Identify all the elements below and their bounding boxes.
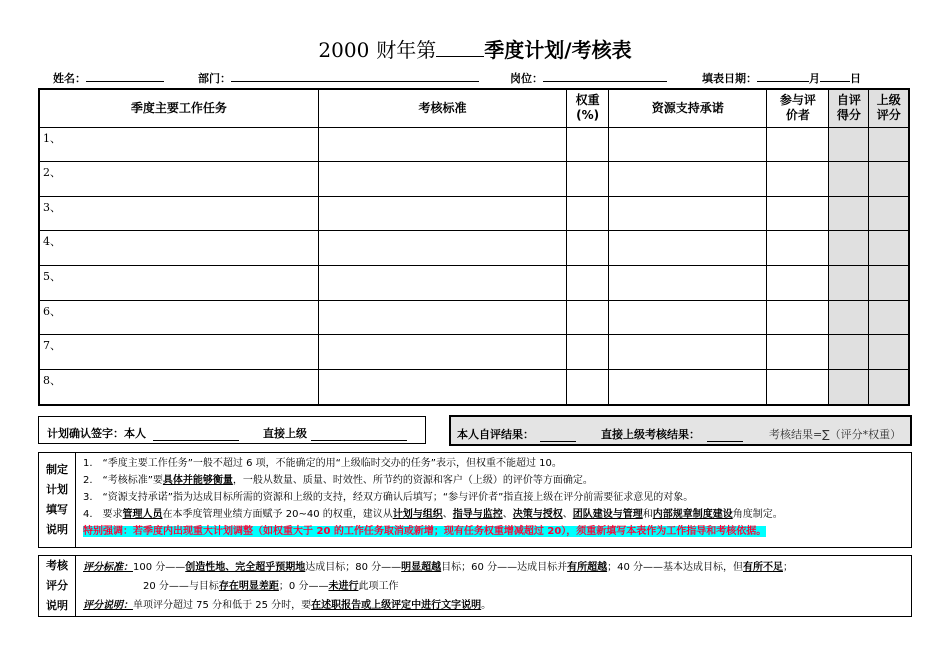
supervisor-score-cell[interactable] <box>869 127 909 162</box>
note-emphasis: 计划与组织 <box>392 509 443 520</box>
score-explanation <box>83 596 907 615</box>
evaluator-cell[interactable] <box>767 231 829 266</box>
evaluator-label-1: 参与评 <box>779 93 816 108</box>
score-text: 目标；60 分——达成目标并 <box>441 562 568 573</box>
instructions-body <box>83 455 907 540</box>
weight-cell[interactable] <box>567 300 609 335</box>
table-header-row <box>39 89 909 127</box>
table-row <box>39 335 909 370</box>
supervisor-score-cell[interactable] <box>869 266 909 301</box>
note-text: 和 <box>642 509 653 520</box>
supervisor-result-input[interactable] <box>707 430 743 442</box>
title-year: 2000 <box>318 38 370 62</box>
quarter-blank[interactable] <box>436 38 484 57</box>
score-emphasis: 有所不足 <box>742 562 783 573</box>
task-cell[interactable]: 1、 <box>39 127 318 162</box>
evaluator-label-2: 价者 <box>785 108 810 123</box>
standard-cell[interactable] <box>318 369 566 405</box>
title-fiscal: 财年第 <box>376 38 437 62</box>
standard-cell[interactable] <box>318 127 566 162</box>
note-3: 3. “资源支持承诺”指为达成目标所需的资源和上级的支持，经双方确认后填写；“参与评价者”指直接上级在评分前需要征求意见的对象。 <box>83 492 694 503</box>
resource-cell[interactable] <box>609 196 767 231</box>
dept-label: 部门： <box>198 72 231 85</box>
score-emphasis: 创造性地、完全超乎预期地 <box>185 562 306 573</box>
standard-cell[interactable] <box>318 196 566 231</box>
weight-cell[interactable] <box>567 162 609 197</box>
date-field <box>702 70 861 86</box>
evaluator-cell[interactable] <box>767 266 829 301</box>
supervisor-score-cell[interactable] <box>869 196 909 231</box>
note-text: 2. “考核标准”要 <box>83 475 163 486</box>
weight-cell[interactable] <box>567 266 609 301</box>
self-signature-input[interactable] <box>153 429 239 441</box>
side-label-text: 评分 <box>46 579 68 592</box>
task-cell[interactable]: 7、 <box>39 335 318 370</box>
note-emphasis: 指导与监控 <box>452 509 503 520</box>
resource-cell[interactable] <box>609 162 767 197</box>
supervisor-score-cell[interactable] <box>869 162 909 197</box>
self-result-label: 本人自评结果： <box>457 428 534 441</box>
self-label-2: 得分 <box>836 108 861 123</box>
name-field <box>53 70 164 86</box>
supervisor-signature-label: 直接上级 <box>263 427 307 440</box>
weight-cell[interactable] <box>567 196 609 231</box>
score-emphasis: 存在明显差距 <box>218 581 279 592</box>
task-cell[interactable]: 3、 <box>39 196 318 231</box>
self-label-1: 自评 <box>836 93 861 108</box>
side-label-text: 说明 <box>46 523 68 536</box>
name-input[interactable] <box>86 70 164 82</box>
weight-cell[interactable] <box>567 127 609 162</box>
self-score-cell[interactable] <box>829 335 869 370</box>
col-task: 季度主要工作任务 <box>39 89 318 127</box>
note-text: 4. 要求 <box>83 509 123 520</box>
col-standard: 考核标准 <box>318 89 566 127</box>
sup-label-2: 评分 <box>876 108 901 123</box>
evaluator-cell[interactable] <box>767 127 829 162</box>
info-row <box>48 70 908 86</box>
col-self-score <box>829 89 869 127</box>
instructions-side-label <box>39 453 76 547</box>
title-main: 季度计划/考核表 <box>484 38 632 62</box>
date-label: 填表日期： <box>702 72 757 85</box>
note-emphasis: 具体并能够衡量 <box>162 475 233 486</box>
table-row <box>39 300 909 335</box>
instructions-box <box>38 452 912 548</box>
form-title <box>0 34 950 63</box>
note-2 <box>83 472 907 489</box>
note-emphasis: 内部规章制度建设 <box>652 509 733 520</box>
resource-cell[interactable] <box>609 369 767 405</box>
table-row <box>39 266 909 301</box>
standard-cell[interactable] <box>318 335 566 370</box>
side-label-text: 制定 <box>46 463 68 476</box>
score-emphasis: 未进行 <box>328 581 359 592</box>
self-score-cell[interactable] <box>829 196 869 231</box>
score-text: 此项工作 <box>358 581 399 592</box>
table-row <box>39 231 909 266</box>
weight-label: 权重 <box>575 93 600 108</box>
position-label: 岗位： <box>510 72 543 85</box>
result-box <box>449 415 912 446</box>
self-signature-label: 计划确认签字：本人 <box>47 427 146 440</box>
note-text: 角度制定。 <box>732 509 783 520</box>
result-formula: 考核结果=∑（评分*权重） <box>769 428 902 441</box>
self-score-cell[interactable] <box>829 162 869 197</box>
col-evaluator <box>767 89 829 127</box>
self-result-input[interactable] <box>540 430 576 442</box>
score-text: 20 分——与目标 <box>143 581 219 592</box>
supervisor-score-cell[interactable] <box>869 335 909 370</box>
score-text: ；40 分——基本达成目标，但 <box>607 562 743 573</box>
supervisor-result-label: 直接上级考核结果： <box>601 428 700 441</box>
day-label: 日 <box>850 72 861 85</box>
table-row <box>39 369 909 405</box>
standard-cell[interactable] <box>318 266 566 301</box>
self-score-cell[interactable] <box>829 231 869 266</box>
task-cell[interactable]: 5、 <box>39 266 318 301</box>
month-input[interactable] <box>757 70 809 82</box>
position-field <box>510 70 667 86</box>
evaluator-cell[interactable] <box>767 335 829 370</box>
resource-cell[interactable] <box>609 127 767 162</box>
task-table <box>38 88 910 406</box>
standard-cell[interactable] <box>318 300 566 335</box>
supervisor-score-cell[interactable] <box>869 300 909 335</box>
side-label-text: 考核 <box>46 559 68 572</box>
side-label-text: 填写 <box>46 503 68 516</box>
note-text: 、 <box>442 509 453 520</box>
table-row <box>39 127 909 162</box>
evaluator-cell[interactable] <box>767 369 829 405</box>
resource-cell[interactable] <box>609 266 767 301</box>
supervisor-signature-input[interactable] <box>311 429 407 441</box>
score-text: 单项评分超过 75 分和低于 25 分时，要 <box>133 600 312 611</box>
score-text: ； <box>782 562 793 573</box>
note-emphasis: 决策与授权 <box>512 509 563 520</box>
signature-box <box>38 416 426 444</box>
task-cell[interactable]: 6、 <box>39 300 318 335</box>
self-score-cell[interactable] <box>829 300 869 335</box>
score-text: 达成目标；80 分—— <box>305 562 402 573</box>
score-emphasis: 明显超越 <box>401 562 442 573</box>
col-supervisor-score <box>869 89 909 127</box>
evaluator-cell[interactable] <box>767 300 829 335</box>
note-emphasis: 团队建设与管理 <box>572 509 643 520</box>
note-text: 在本季度管理业绩方面赋予 20~40 的权重，建议从 <box>162 509 393 520</box>
col-weight <box>567 89 609 127</box>
note-text: ，一般从数量、质量、时效性、所节约的资源和客户（上级）的评价等方面确定。 <box>232 475 593 486</box>
scoring-box <box>38 555 912 617</box>
score-text: 100 分—— <box>133 562 186 573</box>
table-row <box>39 162 909 197</box>
supervisor-score-cell[interactable] <box>869 369 909 405</box>
name-label: 姓名： <box>53 72 86 85</box>
score-standard-cont <box>83 577 907 596</box>
score-heading: 评分说明： <box>83 600 133 611</box>
dept-input[interactable] <box>231 70 479 82</box>
task-cell[interactable]: 2、 <box>39 162 318 197</box>
dept-field <box>198 70 479 86</box>
note-text: 、 <box>562 509 573 520</box>
weight-unit: (%) <box>576 108 600 123</box>
weight-cell[interactable] <box>567 231 609 266</box>
score-text: ；0 分—— <box>278 581 329 592</box>
supervisor-score-cell[interactable] <box>869 231 909 266</box>
note-4 <box>83 506 907 523</box>
position-input[interactable] <box>543 70 667 82</box>
note-emphasis: 管理人员 <box>122 509 163 520</box>
evaluator-cell[interactable] <box>767 196 829 231</box>
score-emphasis: 有所超越 <box>567 562 608 573</box>
special-note <box>83 523 907 540</box>
self-score-cell[interactable] <box>829 266 869 301</box>
weight-cell[interactable] <box>567 369 609 405</box>
resource-cell[interactable] <box>609 335 767 370</box>
month-label: 月 <box>809 72 820 85</box>
score-emphasis: 在述职报告或上级评定中进行文字说明 <box>311 600 482 611</box>
day-input[interactable] <box>820 70 850 82</box>
task-cell[interactable]: 8、 <box>39 369 318 405</box>
standard-cell[interactable] <box>318 162 566 197</box>
scoring-body <box>83 558 907 615</box>
resource-cell[interactable] <box>609 300 767 335</box>
self-score-cell[interactable] <box>829 369 869 405</box>
special-highlight: 特别强调：若季度内出现重大计划调整（如权重大于 20 的工作任务取消或新增；现有任务权重增减超过 20），须重新填写本表作为工作指导和考核依据。 <box>83 526 767 537</box>
side-label-text: 说明 <box>46 599 68 612</box>
score-standard <box>83 558 907 577</box>
standard-cell[interactable] <box>318 231 566 266</box>
evaluator-cell[interactable] <box>767 162 829 197</box>
task-cell[interactable]: 4、 <box>39 231 318 266</box>
self-score-cell[interactable] <box>829 127 869 162</box>
scoring-side-label <box>39 556 76 616</box>
note-text: 、 <box>502 509 513 520</box>
col-resource: 资源支持承诺 <box>609 89 767 127</box>
note-1: 1. “季度主要工作任务”一般不超过 6 项，不能确定的用“上级临时交办的任务”表示，但权重不能超过 10。 <box>83 458 562 469</box>
side-label-text: 计划 <box>46 483 68 496</box>
resource-cell[interactable] <box>609 231 767 266</box>
score-text: 。 <box>481 600 492 611</box>
table-row <box>39 196 909 231</box>
sup-label-1: 上级 <box>876 93 901 108</box>
score-heading: 评分标准： <box>83 562 133 573</box>
weight-cell[interactable] <box>567 335 609 370</box>
